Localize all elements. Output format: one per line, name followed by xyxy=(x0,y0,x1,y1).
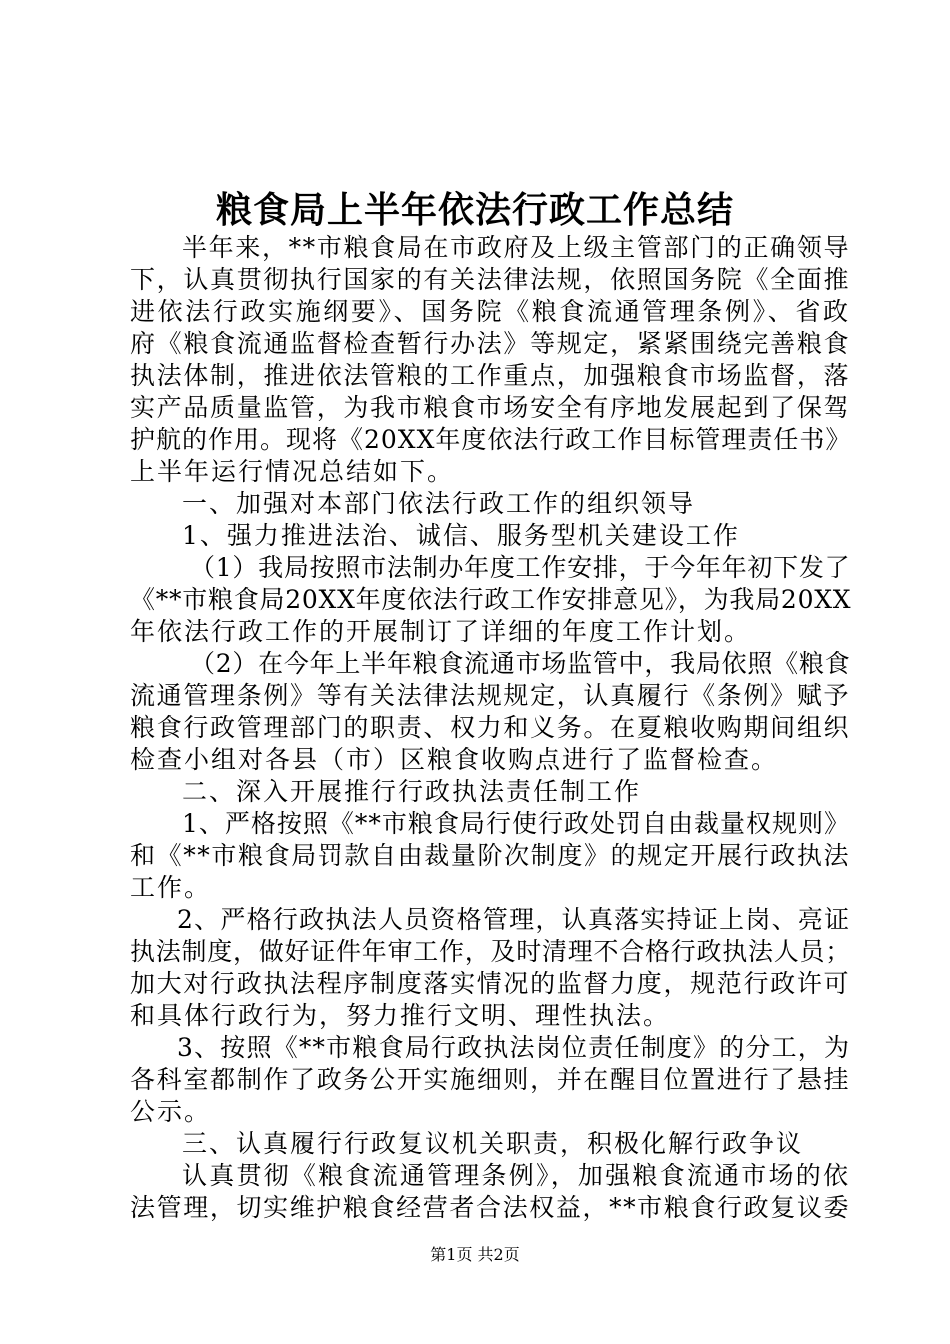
body-line: 认真贯彻《粮食流通管理条例》，加强粮食流通市场的依 xyxy=(182,1161,850,1190)
body-line: 执法制度，做好证件年审工作，及时清理不合格行政执法人员； xyxy=(130,937,852,966)
section-heading: 三、认真履行行政复议机关职责，积极化解行政争议 xyxy=(182,1129,804,1158)
body-line: 执法体制，推进依法管粮的工作重点，加强粮食市场监督，落 xyxy=(130,361,850,390)
body-line: 流通管理条例》等有关法律法规规定，认真履行《条例》赋予 xyxy=(130,681,850,710)
body-line: 护航的作用。现将《20XX年度依法行政工作目标管理责任书》 xyxy=(130,425,852,454)
body-line: 下，认真贯彻执行国家的有关法律法规，依照国务院《全面推 xyxy=(130,265,850,294)
body-line: 粮食行政管理部门的职责、权力和义务。在夏粮收购期间组织 xyxy=(130,713,850,742)
body-line: 进依法行政实施纲要》、国务院《粮食流通管理条例》、省政 xyxy=(130,297,850,326)
body-line: 半年来，**市粮食局在市政府及上级主管部门的正确领导 xyxy=(182,233,850,262)
subsection-heading: 1、强力推进法治、诚信、服务型机关建设工作 xyxy=(182,521,740,550)
body-line: 公示。 xyxy=(130,1097,212,1126)
document-body xyxy=(130,232,850,1224)
body-line: 年依法行政工作的开展制订了详细的年度工作计划。 xyxy=(130,617,752,646)
body-line: 上半年运行情况总结如下。 xyxy=(130,457,455,486)
body-line: （2）在今年上半年粮食流通市场监管中，我局依照《粮食 xyxy=(190,649,851,678)
body-line: 府《粮食流通监督检查暂行办法》等规定，紧紧围绕完善粮食 xyxy=(130,329,850,358)
body-line: 和具体行政行为，努力推行文明、理性执法。 xyxy=(130,1001,671,1030)
document-title: 粮食局上半年依法行政工作总结 xyxy=(215,189,734,231)
body-line: 和《**市粮食局罚款自由裁量阶次制度》的规定开展行政执法 xyxy=(130,841,850,870)
section-heading: 一、加强对本部门依法行政工作的组织领导 xyxy=(182,489,696,518)
section-heading: 二、深入开展推行行政执法责任制工作 xyxy=(182,777,642,806)
page-number: 第1页 共2页 xyxy=(430,1245,520,1264)
body-line: 实产品质量监管，为我市粮食市场安全有序地发展起到了保驾 xyxy=(130,393,850,422)
body-line: 法管理，切实维护粮食经营者合法权益，**市粮食行政复议委 xyxy=(130,1193,850,1222)
body-line: （1）我局按照市法制办年度工作安排，于今年年初下发了 xyxy=(190,553,851,582)
body-line: 工作。 xyxy=(130,873,212,902)
body-line: 各科室都制作了政务公开实施细则，并在醒目位置进行了悬挂 xyxy=(130,1065,850,1094)
body-line: 1、严格按照《**市粮食局行使行政处罚自由裁量权规则》 xyxy=(182,809,850,838)
body-line: 3、按照《**市粮食局行政执法岗位责任制度》的分工，为 xyxy=(177,1033,850,1062)
body-line: 加大对行政执法程序制度落实情况的监督力度，规范行政许可 xyxy=(130,969,850,998)
body-line: 2、严格行政执法人员资格管理，认真落实持证上岗、亮证 xyxy=(177,905,851,934)
body-line: 《**市粮食局20XX年度依法行政工作安排意见》，为我局20XX xyxy=(130,585,852,614)
body-line: 检查小组对各县（市）区粮食收购点进行了监督检查。 xyxy=(130,745,779,774)
